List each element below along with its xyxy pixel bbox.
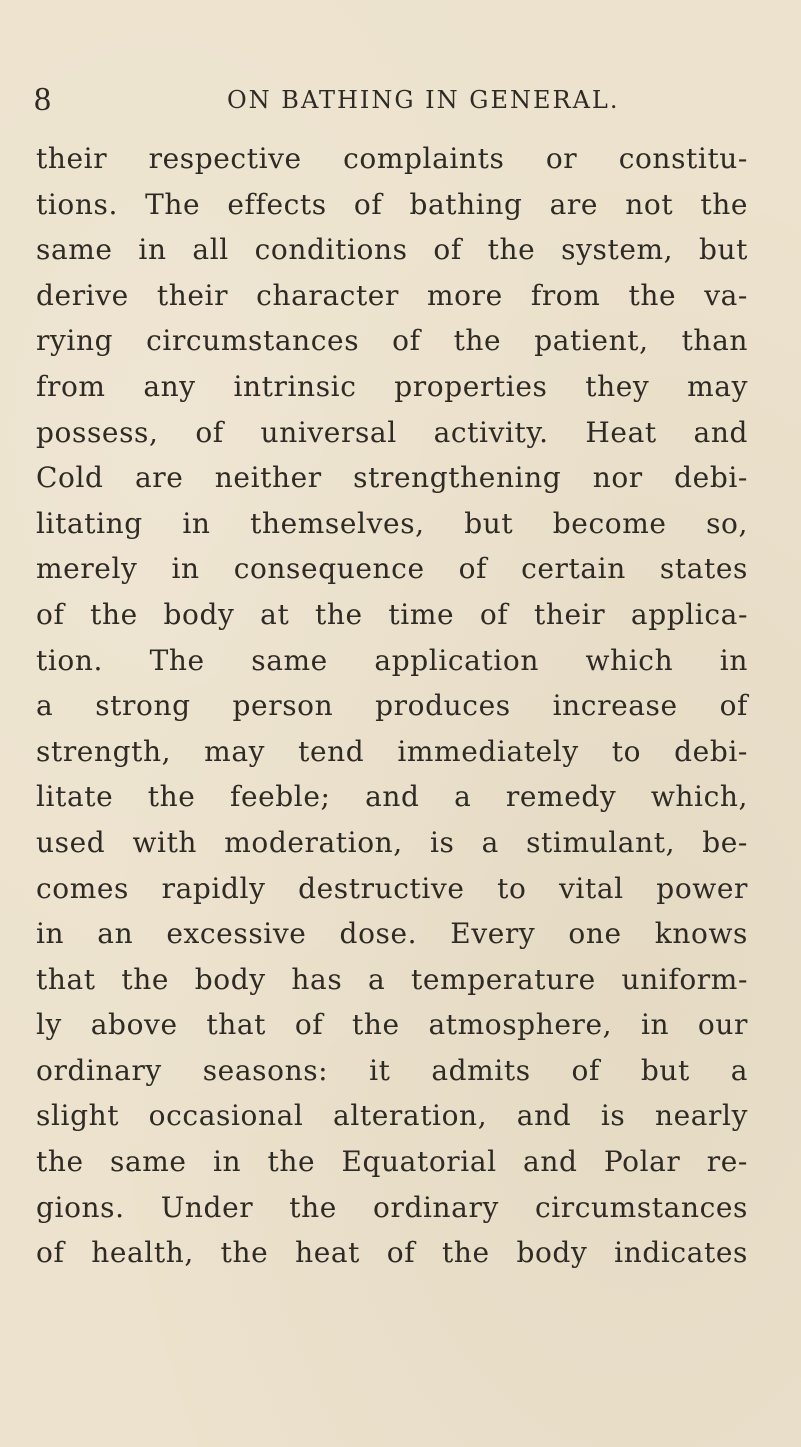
text-line: ordinary seasons: it admits of but a [36, 1053, 748, 1087]
running-head: ON BATHING IN GENERAL. [227, 86, 620, 114]
text-line: of the body at the time of their applica- [36, 597, 748, 631]
text-line: a strong person produces increase of [36, 689, 748, 723]
text-line: comes rapidly destructive to vital power [36, 871, 748, 905]
text-line: Cold are neither strengthening nor debi- [36, 461, 748, 495]
text-line: same in all conditions of the system, but [36, 233, 748, 267]
text-line: possess, of universal activity. Heat and [36, 415, 748, 449]
text-line: strength, may tend immediately to debi- [36, 734, 748, 768]
page-number: 8 [34, 81, 52, 118]
text-line: slight occasional alteration, and is nearly [36, 1099, 748, 1133]
text-line: litate the feeble; and a remedy which, [36, 780, 748, 814]
text-line: that the body has a temperature uniform- [36, 962, 748, 996]
text-line: of health, the heat of the body indicates [36, 1236, 748, 1270]
text-line: gions. Under the ordinary circumstances [36, 1190, 748, 1224]
text-line: litating in themselves, but become so, [36, 506, 748, 540]
text-line: tions. The effects of bathing are not the [36, 187, 748, 221]
text-line: used with moderation, is a stimulant, be- [36, 825, 748, 859]
text-line: derive their character more from the va- [36, 278, 748, 312]
text-line: rying circumstances of the patient, than [36, 324, 748, 358]
text-line: their respective complaints or constitu- [36, 142, 748, 175]
text-line: tion. The same application which in [36, 643, 748, 677]
text-line: merely in consequence of certain states [36, 552, 748, 586]
text-line: the same in the Equatorial and Polar re- [36, 1145, 748, 1179]
text-line: ly above that of the atmosphere, in our [36, 1008, 748, 1042]
text-line: in an excessive dose. Every one knows [36, 917, 748, 951]
text-line: from any intrinsic properties they may [36, 369, 748, 403]
page-header [34, 80, 754, 130]
body-text [36, 136, 748, 1276]
